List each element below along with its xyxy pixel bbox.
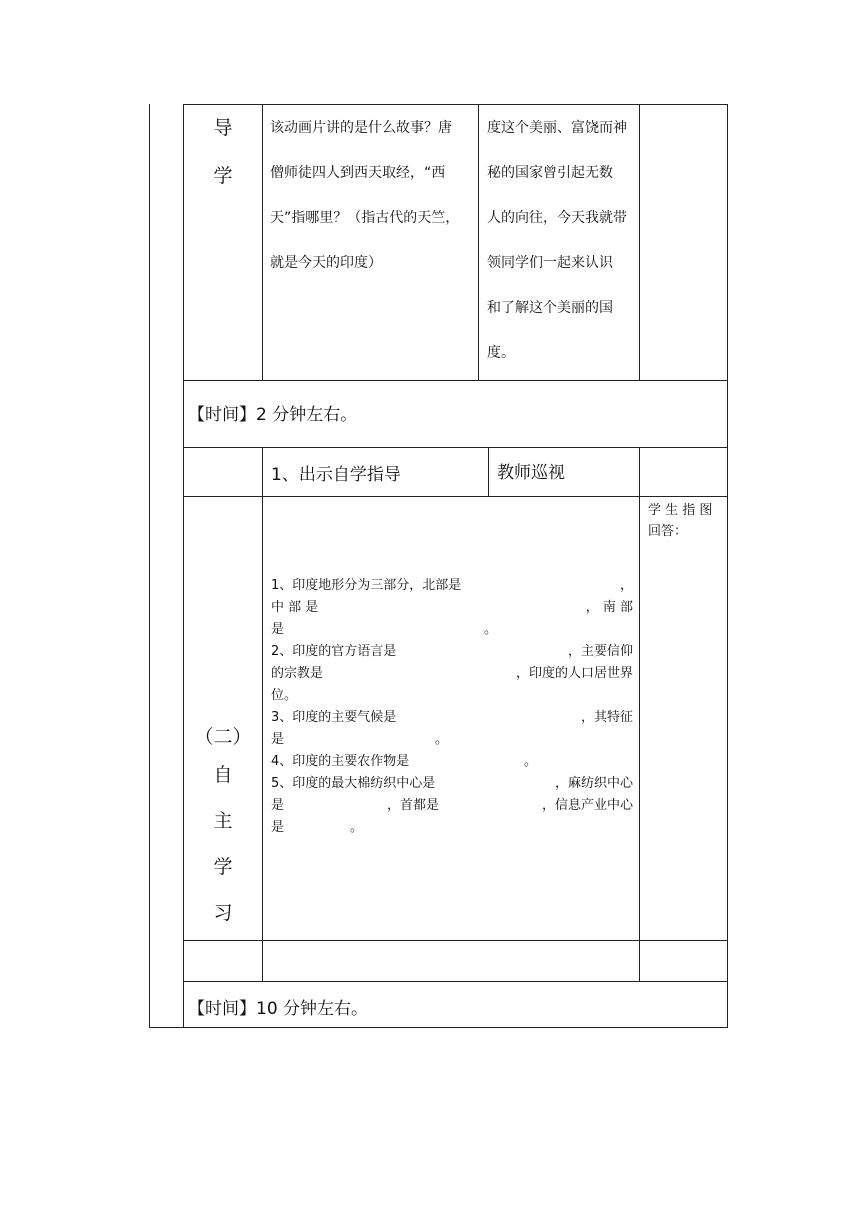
time-note-2: 【时间】10 分钟左右。 bbox=[188, 999, 369, 1019]
column-line bbox=[262, 496, 263, 982]
column-line bbox=[262, 104, 263, 381]
self-study-questions bbox=[271, 575, 633, 845]
row-line bbox=[183, 981, 728, 982]
label-char: 主 bbox=[213, 810, 233, 832]
question-line: 3、印度的主要气候是 ，其特征 bbox=[271, 710, 633, 725]
row-line bbox=[183, 380, 728, 381]
label-char: 学 bbox=[213, 165, 233, 187]
table-right-border bbox=[727, 104, 728, 1028]
row-line bbox=[183, 496, 728, 497]
column-line bbox=[478, 104, 479, 381]
label-char: 自 bbox=[213, 764, 233, 786]
column-line bbox=[488, 447, 489, 497]
student-note: 学 生 指 图 回答： bbox=[648, 503, 713, 539]
label-char: 导 bbox=[213, 117, 233, 139]
table-top-border bbox=[183, 104, 728, 105]
question-line: 是 。 bbox=[271, 732, 448, 747]
table-bottom-border bbox=[183, 1027, 728, 1028]
column-line bbox=[262, 447, 263, 497]
section-label-guide bbox=[184, 100, 262, 210]
teacher-intro-text: 度这个美丽、富饶而神 秘的国家曾引起无数 人的向往，今天我就带 领同学们一起来认识 和了解这个美丽的国 度。 bbox=[487, 120, 627, 361]
left-margin-line bbox=[149, 104, 150, 1028]
column-line bbox=[639, 104, 640, 381]
row-line bbox=[183, 447, 728, 448]
column-line bbox=[639, 447, 640, 497]
question-line: 1、印度地形分为三部分，北部是 ， bbox=[271, 578, 633, 593]
teacher-action: 教师巡视 bbox=[497, 463, 565, 483]
question-line: 的宗教是 ，印度的人口居世界 bbox=[271, 666, 633, 681]
question-line: 中 部 是 ， 南 部 bbox=[271, 600, 633, 615]
row-line bbox=[183, 940, 728, 941]
question-line: 5、印度的最大棉纺织中心是 ，麻纺织中心 bbox=[271, 776, 633, 791]
question-line: 4、印度的主要农作物是 。 bbox=[271, 754, 537, 769]
bottom-margin-line bbox=[149, 1027, 183, 1028]
story-question-text: 该动画片讲的是什么故事？唐 僧师徒四人到西天取经，“西 天”指哪里？（指古代的天竺， 就是今天的印度） bbox=[270, 120, 460, 271]
label-char: 习 bbox=[213, 902, 233, 924]
question-line: 位。 bbox=[271, 688, 298, 703]
question-line: 是 。 bbox=[271, 820, 363, 835]
question-line: 是 。 bbox=[271, 622, 497, 637]
section-label-self-study bbox=[184, 722, 262, 937]
question-line: 2、印度的官方语言是 ，主要信仰 bbox=[271, 644, 633, 659]
time-note-1: 【时间】2 分钟左右。 bbox=[188, 405, 358, 425]
label-char: 学 bbox=[213, 856, 233, 878]
guide-title: 1、出示自学指导 bbox=[271, 465, 401, 485]
label-top: （二） bbox=[194, 726, 252, 748]
question-line: 是 ，首都是 ，信息产业中心 bbox=[271, 798, 633, 813]
column-line bbox=[639, 496, 640, 982]
